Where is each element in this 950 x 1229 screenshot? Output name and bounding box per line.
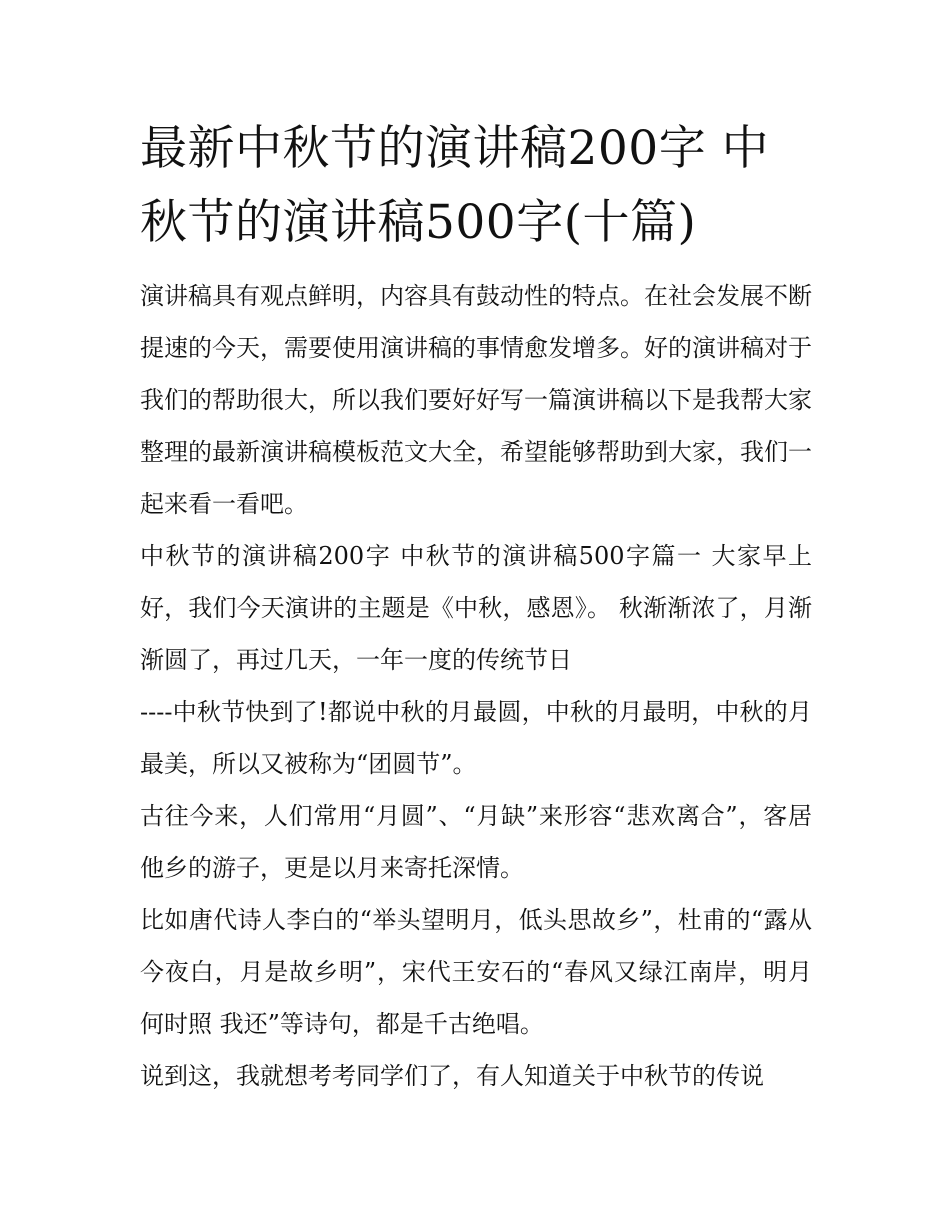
paragraph-intro: 演讲稿具有观点鲜明，内容具有鼓动性的特点。在社会发展不断提速的今天，需要使用演讲稿的事情愈发增多。好的演讲稿对于我们的帮助很大，所以我们要好好写一篇演讲稿以下是我帮大家整理的最新演讲稿模板范文大全，希望能够帮助到大家，我们一起来看一看吧。 — [140, 282, 812, 518]
paragraph-mid-autumn-arrival: ----中秋节快到了!都说中秋的月最圆，中秋的月最明，中秋的月最美，所以又被称为“团圆节”。 — [140, 698, 812, 778]
paragraph-poems: 比如唐代诗人李白的“举头望明月，低头思故乡”，杜甫的“露从今夜白，月是故乡明”，宋代王安石的“春风又绿江南岸，明月何时照 我还”等诗句，都是千古绝唱。 — [140, 906, 812, 1038]
document-body — [140, 112, 812, 1102]
document-title: 最新中秋节的演讲稿200字 中秋节的演讲稿500字(十篇) — [140, 121, 770, 250]
paragraph-speech-opening: 中秋节的演讲稿200字 中秋节的演讲稿500字篇一 大家早上好，我们今天演讲的主题是《中秋，感恩》。 秋渐渐浓了，月渐渐圆了，再过几天，一年一度的传统节日 — [140, 542, 812, 674]
paragraph-moon-metaphor: 古往今来，人们常用“月圆”、“月缺”来形容“悲欢离合”，客居他乡的游子，更是以月来寄托深情。 — [140, 802, 812, 882]
paragraph-legend-question: 说到这，我就想考考同学们了，有人知道关于中秋节的传说 — [140, 1062, 764, 1090]
